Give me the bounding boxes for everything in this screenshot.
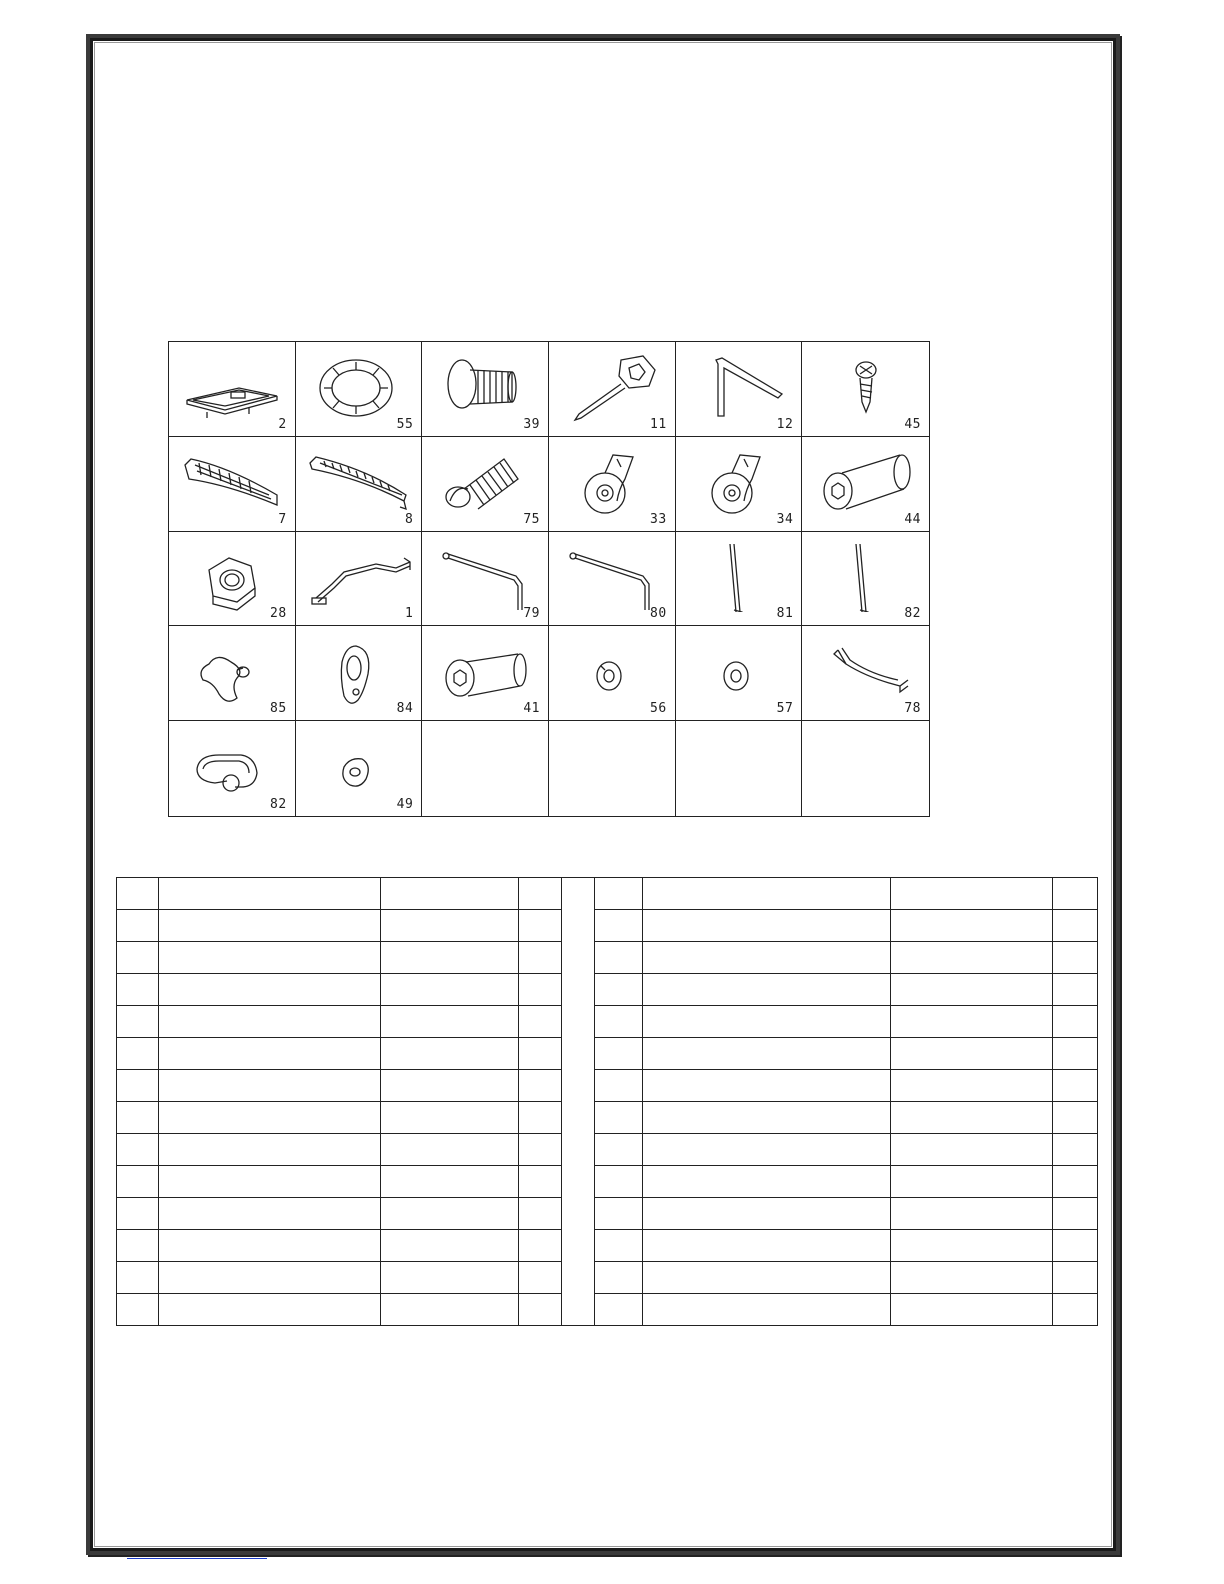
table-row — [117, 1166, 1098, 1198]
table-cell — [643, 910, 891, 942]
table-cell — [117, 1006, 159, 1038]
part-number: 2 — [278, 416, 287, 432]
table-cell — [595, 1294, 643, 1326]
table-cell — [381, 1166, 519, 1198]
table-cell — [117, 942, 159, 974]
table-gap — [562, 878, 595, 1326]
parts-grid — [168, 341, 930, 817]
part-cell — [802, 626, 929, 721]
table-row — [117, 1230, 1098, 1262]
table-cell — [117, 1262, 159, 1294]
empty-part-cell — [549, 721, 676, 816]
part-number: 84 — [396, 701, 414, 717]
part-number: 45 — [904, 416, 921, 432]
table-cell — [159, 1102, 381, 1134]
table-cell — [381, 1134, 519, 1166]
table-cell — [519, 878, 562, 910]
table-cell — [519, 1070, 562, 1102]
table-cell — [595, 1198, 643, 1230]
table-cell — [595, 1102, 643, 1134]
table-cell — [891, 1006, 1053, 1038]
table-cell — [519, 1262, 562, 1294]
table-cell — [159, 1294, 381, 1326]
table-cell — [643, 942, 891, 974]
part-number: 81 — [776, 606, 794, 622]
table-cell — [643, 1230, 891, 1262]
part-cell — [296, 532, 423, 627]
table-cell — [117, 1102, 159, 1134]
table-cell — [643, 1198, 891, 1230]
part-number: 82 — [270, 797, 287, 812]
table-cell — [117, 1294, 159, 1326]
table-cell — [117, 1070, 159, 1102]
table-cell — [159, 1038, 381, 1070]
part-cell — [549, 532, 676, 627]
table-cell — [643, 1134, 891, 1166]
part-cell — [549, 626, 676, 721]
table-cell — [519, 1198, 562, 1230]
table-cell — [595, 1070, 643, 1102]
table-cell — [519, 1134, 562, 1166]
part-cell — [422, 626, 549, 721]
table-cell — [519, 942, 562, 974]
table-row — [117, 1070, 1098, 1102]
part-number: 41 — [523, 701, 540, 717]
table-row — [117, 1102, 1098, 1134]
part-number: 33 — [650, 511, 667, 527]
table-cell — [519, 1038, 562, 1070]
table-cell — [891, 974, 1053, 1006]
table-cell — [519, 1102, 562, 1134]
empty-part-cell — [676, 721, 803, 816]
part-cell — [296, 342, 423, 437]
part-number: 79 — [523, 606, 540, 622]
table-cell — [159, 1134, 381, 1166]
table-cell — [159, 1070, 381, 1102]
table-cell — [643, 1294, 891, 1326]
table-cell — [643, 1038, 891, 1070]
table-cell — [595, 1262, 643, 1294]
part-number: 82 — [904, 606, 921, 622]
part-number: 7 — [278, 511, 287, 527]
part-cell — [169, 626, 296, 721]
part-cell — [296, 626, 423, 721]
table-cell — [891, 1198, 1053, 1230]
part-number: 78 — [904, 701, 921, 717]
table-cell — [1053, 1230, 1098, 1262]
table-cell — [1053, 1294, 1098, 1326]
table-cell — [519, 1294, 562, 1326]
table-cell — [595, 1166, 643, 1198]
table-cell — [117, 974, 159, 1006]
table-cell — [595, 1134, 643, 1166]
table-cell — [595, 910, 643, 942]
table-cell — [381, 878, 519, 910]
table-cell — [117, 1166, 159, 1198]
part-number: 12 — [776, 416, 794, 432]
table-cell — [891, 1262, 1053, 1294]
empty-part-cell — [802, 721, 929, 816]
table-row — [117, 1134, 1098, 1166]
part-cell — [296, 437, 423, 532]
table-cell — [117, 878, 159, 910]
table-cell — [381, 1262, 519, 1294]
table-row — [117, 1006, 1098, 1038]
table-row — [117, 910, 1098, 942]
table-cell — [1053, 1102, 1098, 1134]
table-cell — [117, 910, 159, 942]
table-row — [117, 942, 1098, 974]
part-number: 34 — [776, 511, 794, 527]
table-cell — [891, 910, 1053, 942]
table-cell — [1053, 974, 1098, 1006]
part-cell — [676, 437, 803, 532]
table-cell — [1053, 1166, 1098, 1198]
part-cell — [802, 437, 929, 532]
table-cell — [159, 1262, 381, 1294]
table-cell — [891, 1038, 1053, 1070]
table-cell — [381, 1070, 519, 1102]
table-cell — [1053, 1262, 1098, 1294]
table-cell — [117, 1230, 159, 1262]
parts-list-table — [116, 877, 1098, 1326]
footer-link-underline[interactable] — [127, 1558, 267, 1559]
part-cell — [422, 437, 549, 532]
part-cell — [549, 437, 676, 532]
part-number: 80 — [650, 606, 667, 622]
table-row — [117, 878, 1098, 910]
table-cell — [643, 974, 891, 1006]
table-cell — [643, 1166, 891, 1198]
table-cell — [159, 974, 381, 1006]
part-cell — [296, 721, 423, 816]
table-cell — [1053, 878, 1098, 910]
part-number: 57 — [776, 701, 794, 717]
table-cell — [1053, 1006, 1098, 1038]
part-cell — [549, 342, 676, 437]
part-number: 39 — [523, 416, 540, 432]
table-cell — [159, 1166, 381, 1198]
table-row — [117, 1294, 1098, 1326]
table-cell — [1053, 1134, 1098, 1166]
table-cell — [159, 910, 381, 942]
table-cell — [891, 1070, 1053, 1102]
empty-part-cell — [422, 721, 549, 816]
table-cell — [117, 1038, 159, 1070]
table-cell — [1053, 910, 1098, 942]
table-cell — [595, 974, 643, 1006]
table-cell — [519, 910, 562, 942]
table-cell — [159, 942, 381, 974]
part-cell — [802, 342, 929, 437]
table-cell — [891, 1166, 1053, 1198]
table-cell — [519, 1230, 562, 1262]
table-cell — [891, 1134, 1053, 1166]
table-cell — [595, 1038, 643, 1070]
part-cell — [169, 342, 296, 437]
table-cell — [159, 878, 381, 910]
part-cell — [422, 532, 549, 627]
part-cell — [422, 342, 549, 437]
table-cell — [381, 942, 519, 974]
table-cell — [519, 974, 562, 1006]
table-cell — [381, 1038, 519, 1070]
table-cell — [381, 974, 519, 1006]
part-cell — [169, 532, 296, 627]
table-cell — [381, 1294, 519, 1326]
table-cell — [891, 1294, 1053, 1326]
table-cell — [1053, 1038, 1098, 1070]
part-cell — [802, 532, 929, 627]
table-cell — [643, 1262, 891, 1294]
part-cell — [676, 532, 803, 627]
table-cell — [1053, 1070, 1098, 1102]
table-cell — [891, 1102, 1053, 1134]
table-cell — [891, 1230, 1053, 1262]
table-cell — [519, 1006, 562, 1038]
part-cell — [169, 437, 296, 532]
part-number: 49 — [396, 797, 414, 812]
table-cell — [117, 1198, 159, 1230]
table-row — [117, 1262, 1098, 1294]
table-cell — [595, 1230, 643, 1262]
part-number: 8 — [405, 511, 414, 527]
part-number: 11 — [650, 416, 667, 432]
part-number: 55 — [396, 416, 414, 432]
table-cell — [159, 1198, 381, 1230]
part-cell — [169, 721, 296, 816]
table-row — [117, 974, 1098, 1006]
table-cell — [595, 1006, 643, 1038]
table-cell — [643, 1070, 891, 1102]
part-number: 1 — [405, 606, 414, 622]
table-cell — [159, 1230, 381, 1262]
table-cell — [891, 878, 1053, 910]
table-cell — [381, 1230, 519, 1262]
table-cell — [643, 878, 891, 910]
table-row — [117, 1038, 1098, 1070]
table-cell — [117, 1134, 159, 1166]
table-cell — [159, 1006, 381, 1038]
table-cell — [1053, 1198, 1098, 1230]
table-cell — [595, 942, 643, 974]
table-cell — [381, 910, 519, 942]
table-cell — [381, 1102, 519, 1134]
table-cell — [643, 1006, 891, 1038]
table-cell — [643, 1102, 891, 1134]
part-cell — [676, 342, 803, 437]
part-number: 85 — [270, 701, 287, 717]
part-number: 28 — [270, 606, 287, 622]
part-number: 56 — [650, 701, 667, 717]
part-number: 75 — [523, 511, 540, 527]
table-cell — [595, 878, 643, 910]
part-number: 44 — [904, 511, 921, 527]
table-cell — [1053, 942, 1098, 974]
table-cell — [381, 1198, 519, 1230]
part-cell — [676, 626, 803, 721]
table-cell — [891, 942, 1053, 974]
table-cell — [519, 1166, 562, 1198]
table-cell — [381, 1006, 519, 1038]
table-row — [117, 1198, 1098, 1230]
